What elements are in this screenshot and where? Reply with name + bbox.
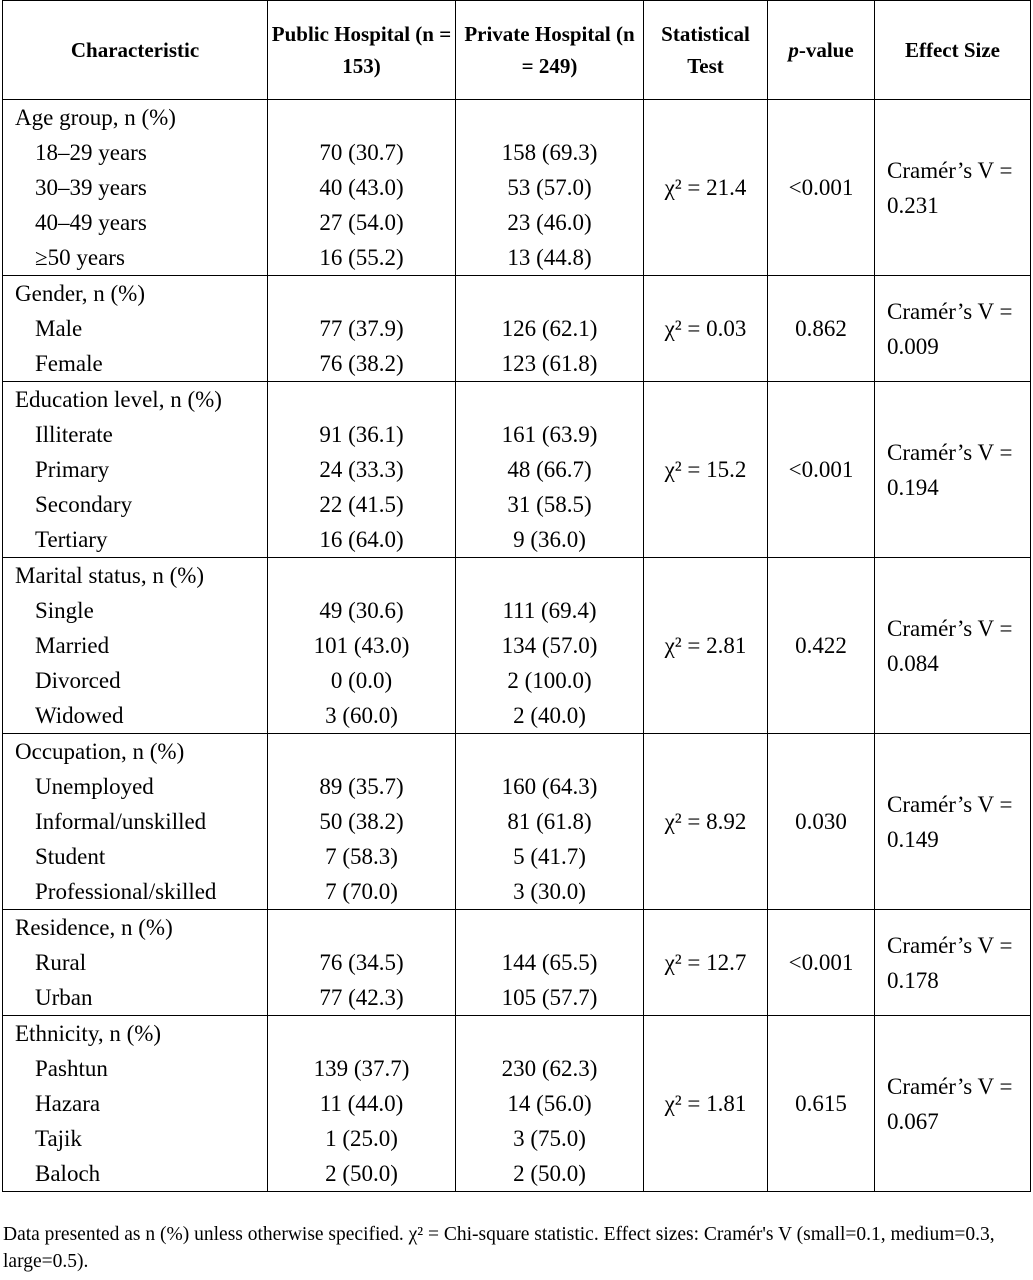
statistical-test-cell: χ² = 1.81 — [644, 1016, 768, 1192]
group-title: Marital status, n (%) — [15, 563, 205, 588]
table-footnote: Data presented as n (%) unless otherwise specified. χ² = Chi-square statistic. Effect sizes: Cramér's V (small=0.1, medium=0.3, large=0.5). — [3, 1224, 995, 1272]
category-label: Pashtun — [35, 1056, 108, 1081]
public-value: 3 (60.0) — [325, 703, 398, 728]
p-value-cell: 0.615 — [768, 1016, 875, 1192]
p-value-cell: <0.001 — [768, 100, 875, 276]
category-label: Hazara — [35, 1091, 101, 1116]
characteristic-cell — [3, 910, 268, 1016]
category-label: 30–39 years — [35, 175, 147, 200]
spacer — [268, 734, 455, 769]
private-value: 126 (62.1) — [501, 316, 598, 341]
public-value: 16 (64.0) — [319, 527, 404, 552]
header-statistical-test: Statistical Test — [644, 1, 768, 100]
category-label: Tertiary — [35, 527, 108, 552]
category-label: Informal/unskilled — [35, 809, 207, 834]
effect-size-cell: Cramér’s V = 0.149 — [875, 734, 1031, 910]
category-label: Student — [35, 844, 106, 869]
public-value: 76 (38.2) — [319, 351, 404, 376]
public-hospital-cell — [268, 1016, 456, 1192]
category-label: Secondary — [35, 492, 133, 517]
group-title: Age group, n (%) — [15, 105, 176, 130]
public-hospital-cell — [268, 734, 456, 910]
effect-size-cell: Cramér’s V = 0.009 — [875, 276, 1031, 382]
private-value: 14 (56.0) — [507, 1091, 592, 1116]
table-row-group — [3, 276, 1031, 382]
p-value-cell: 0.030 — [768, 734, 875, 910]
public-hospital-cell — [268, 910, 456, 1016]
private-value: 2 (100.0) — [507, 668, 592, 693]
effect-size-cell: Cramér’s V = 0.178 — [875, 910, 1031, 1016]
public-value: 76 (34.5) — [319, 950, 404, 975]
private-value: 53 (57.0) — [507, 175, 592, 200]
header-characteristic: Characteristic — [3, 1, 268, 100]
group-title: Residence, n (%) — [15, 915, 173, 940]
category-label: 40–49 years — [35, 210, 147, 235]
category-label: Rural — [35, 950, 87, 975]
private-hospital-cell — [456, 100, 644, 276]
private-value: 23 (46.0) — [507, 210, 592, 235]
table-row-group — [3, 558, 1031, 734]
private-value: 123 (61.8) — [501, 351, 598, 376]
characteristic-cell — [3, 734, 268, 910]
public-value: 91 (36.1) — [319, 422, 404, 447]
table-row-group — [3, 734, 1031, 910]
private-value: 81 (61.8) — [507, 809, 592, 834]
private-value: 2 (50.0) — [513, 1161, 586, 1186]
category-label: Widowed — [35, 703, 124, 728]
spacer — [456, 276, 643, 311]
spacer — [456, 382, 643, 417]
effect-size-cell: Cramér’s V = 0.084 — [875, 558, 1031, 734]
header-effect-size: Effect Size — [875, 1, 1031, 100]
spacer — [456, 734, 643, 769]
spacer — [268, 558, 455, 593]
statistical-test-cell: χ² = 12.7 — [644, 910, 768, 1016]
public-value: 7 (58.3) — [325, 844, 398, 869]
private-value: 3 (75.0) — [513, 1126, 586, 1151]
category-label: Primary — [35, 457, 110, 482]
private-value: 158 (69.3) — [501, 140, 598, 165]
effect-size-cell: Cramér’s V = 0.067 — [875, 1016, 1031, 1192]
characteristics-table — [2, 0, 1031, 1192]
statistical-test-cell: χ² = 15.2 — [644, 382, 768, 558]
private-hospital-cell — [456, 276, 644, 382]
header-p-value — [768, 1, 875, 100]
private-value: 3 (30.0) — [513, 879, 586, 904]
public-value: 22 (41.5) — [319, 492, 404, 517]
statistical-test-cell: χ² = 21.4 — [644, 100, 768, 276]
public-hospital-cell — [268, 382, 456, 558]
spacer — [456, 558, 643, 593]
category-label: ≥50 years — [35, 245, 125, 270]
private-hospital-cell — [456, 734, 644, 910]
p-value-cell: <0.001 — [768, 910, 875, 1016]
public-value: 101 (43.0) — [313, 633, 410, 658]
private-hospital-cell — [456, 558, 644, 734]
private-value: 230 (62.3) — [501, 1056, 598, 1081]
category-label: Tajik — [35, 1126, 82, 1151]
spacer — [268, 1016, 455, 1051]
spacer — [268, 100, 455, 135]
private-hospital-cell — [456, 910, 644, 1016]
category-label: Illiterate — [35, 422, 113, 447]
header-private-hospital: Private Hospital (n = 249) — [456, 1, 644, 100]
public-value: 139 (37.7) — [313, 1056, 410, 1081]
spacer — [456, 910, 643, 945]
public-value: 27 (54.0) — [319, 210, 404, 235]
private-hospital-cell — [456, 382, 644, 558]
spacer — [268, 910, 455, 945]
public-value: 0 (0.0) — [330, 668, 393, 693]
private-value: 105 (57.7) — [501, 985, 598, 1010]
category-label: Male — [35, 316, 83, 341]
spacer — [268, 382, 455, 417]
private-value: 48 (66.7) — [507, 457, 592, 482]
category-label: Married — [35, 633, 110, 658]
table-row-group — [3, 100, 1031, 276]
public-value: 40 (43.0) — [319, 175, 404, 200]
group-title: Occupation, n (%) — [15, 739, 185, 764]
category-label: Unemployed — [35, 774, 154, 799]
public-value: 24 (33.3) — [319, 457, 404, 482]
table-row-group — [3, 910, 1031, 1016]
table-row-group — [3, 382, 1031, 558]
public-value: 70 (30.7) — [319, 140, 404, 165]
category-label: Baloch — [35, 1161, 101, 1186]
group-title: Education level, n (%) — [15, 387, 222, 412]
private-value: 111 (69.4) — [502, 598, 597, 623]
group-title: Gender, n (%) — [15, 281, 145, 306]
category-label: Urban — [35, 985, 93, 1010]
characteristic-cell — [3, 276, 268, 382]
statistical-test-cell: χ² = 8.92 — [644, 734, 768, 910]
private-value: 2 (40.0) — [513, 703, 586, 728]
characteristic-cell — [3, 558, 268, 734]
characteristic-cell — [3, 1016, 268, 1192]
header-p-rest: -value — [798, 38, 854, 62]
category-label: 18–29 years — [35, 140, 147, 165]
statistical-test-cell: χ² = 0.03 — [644, 276, 768, 382]
public-hospital-cell — [268, 276, 456, 382]
private-value: 31 (58.5) — [507, 492, 592, 517]
private-value: 161 (63.9) — [501, 422, 598, 447]
private-value: 134 (57.0) — [501, 633, 598, 658]
public-value: 77 (37.9) — [319, 316, 404, 341]
characteristic-cell — [3, 382, 268, 558]
p-value-cell: 0.422 — [768, 558, 875, 734]
characteristic-cell — [3, 100, 268, 276]
private-value: 144 (65.5) — [501, 950, 598, 975]
private-value: 9 (36.0) — [513, 527, 586, 552]
public-value: 89 (35.7) — [319, 774, 404, 799]
header-public-hospital: Public Hospital (n = 153) — [268, 1, 456, 100]
public-hospital-cell — [268, 558, 456, 734]
effect-size-cell: Cramér’s V = 0.231 — [875, 100, 1031, 276]
public-value: 7 (70.0) — [325, 879, 398, 904]
header-p-italic: p — [788, 38, 799, 62]
statistical-test-cell: χ² = 2.81 — [644, 558, 768, 734]
p-value-cell: 0.862 — [768, 276, 875, 382]
category-label: Female — [35, 351, 103, 376]
spacer — [268, 276, 455, 311]
public-value: 16 (55.2) — [319, 245, 404, 270]
public-value: 49 (30.6) — [319, 598, 404, 623]
public-value: 2 (50.0) — [325, 1161, 398, 1186]
public-value: 1 (25.0) — [325, 1126, 398, 1151]
public-hospital-cell — [268, 100, 456, 276]
table-row-group — [3, 1016, 1031, 1192]
category-label: Professional/skilled — [35, 879, 217, 904]
private-hospital-cell — [456, 1016, 644, 1192]
group-title: Ethnicity, n (%) — [15, 1021, 162, 1046]
private-value: 5 (41.7) — [513, 844, 586, 869]
spacer — [456, 100, 643, 135]
private-value: 13 (44.8) — [507, 245, 592, 270]
public-value: 50 (38.2) — [319, 809, 404, 834]
category-label: Single — [35, 598, 94, 623]
public-value: 11 (44.0) — [319, 1091, 404, 1116]
public-value: 77 (42.3) — [319, 985, 404, 1010]
header-row — [3, 1, 1031, 100]
p-value-cell: <0.001 — [768, 382, 875, 558]
spacer — [456, 1016, 643, 1051]
effect-size-cell: Cramér’s V = 0.194 — [875, 382, 1031, 558]
private-value: 160 (64.3) — [501, 774, 598, 799]
category-label: Divorced — [35, 668, 121, 693]
